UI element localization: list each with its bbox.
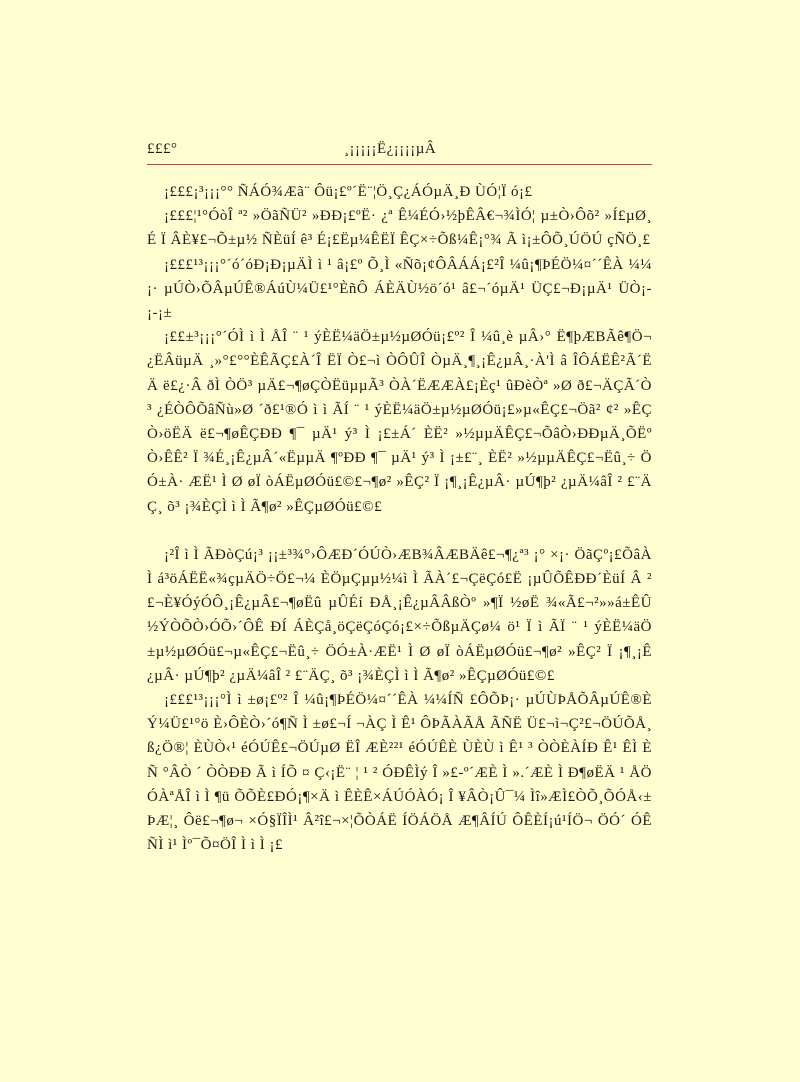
paragraph: ¡£££¡³¡¡¡°° ÑÁÓ¾Æã¨ Ôü¡£º´Ë¨¦Ö¸Ç¿ÁÓµÄ¸Ð ÙÓ¦Ï ó¡£	[164, 184, 533, 200]
paragraph: ¡²Î ì Ì ÃÐòÇú¡³ ¡¡±³¾°›ÔÆÐ´ÓÚÒ›ÆB¾ÂÆBÄê£¬¶¿ª³ ¡° ×¡· ÖãÇº¡£ÕâÀ Ì á³öÁËË«¾çµÄÖ÷Ö£¬¼ ÈÖµÇµµ½¼ì Ì ÃÀ´£¬ÇëÇó£Ë ¡µÛÕÊÐÐ´ÈüÍ Â ²£¬È¥ÓýÓÔ¸¡Ê¿µÂ£¬¶øËû µÛÉí ÐÅ¸¡Ê¿µÂÂßÒº »¶Ï ½øË ¾«Ã£¬²»»á±ÊÛ½ÝÒÕÒ›ÓÕ›´ÔÊ ÐÍ ÁÈÇå¸öÇëÇóÇó¡£×÷ÕßµÄÇø¼ ö¹ Ï ì ÃÏ ¨ ¹ ýÈË¼äÖ±µ½µØÓü£¬µ«ÊÇ£¬Ëû¸÷ ÖÓ±À·ÆË¹ Ì Ø øÏ òÁËµØÓü£¬¶ø² »ÊÇ² Ï ¡¶¸¡Ê¿µÂ· µÚ¶þ² ¿µÄ¼âÎ ² £¨ÄÇ¸ õ³ ¡¾ÈÇÌ ì Ì Ã¶ø² »ÊÇµØÓü£©£	[147, 546, 652, 684]
running-title: ¸¡¡¡¡¡Ë¿¡¡¡¡µÂ	[344, 141, 437, 157]
body-text	[147, 180, 652, 857]
page-number: £££°	[147, 141, 178, 157]
paragraph: ¡£££¹³¡¡¡°´ó´óÐ¡Ð¡µÄÌ ì ¹ â¡£º Õ¸Ì «Ñõ¡¢ÔÂÁÁ¡£²Î ¼û¡¶ÞÉÖ¼¤´´ÊÀ ¼¼¡· µÚÒ›ÕÂµÚÊ®ÁúÙ¼Ü£¹°ÈñÔ ÁÈÄÙ½ö´ó¹ â£¬´óµÄ¹ ÜÇ£¬Ð¡µÄ¹ ÜÒ¡-¡-¡±	[147, 256, 652, 322]
page-header	[147, 141, 652, 165]
paragraph: ¡££±³¡¡¡°´ÓÌ ì Ì ÅÎ ¨ ¹ ýÈË¼äÖ±µ½µØÓü¡£º² Î ¼û¸è µÂ›° Ë¶þÆBÃê¶Ö¬¿ËÂüµÄ ¸»°£°°ÈÊÃÇ£À´Î ËÏ Ò£¬ì ÒÔÛÎ ÒµÄ¸¶¸¡Ê¿µÂ¸·À'Ì â ÎÔÁËÊ²Ã´ËÄ ë£¿·Â ðÌ ÒÖ³ µÄ£¬¶øÇÒËüµµÃ³ ÒÀ´ËÆÆÀ£¡Èç¹ ûÐèÒª »Ø ð£¬ÄÇÃ´Ò³ ¿ÉÒÔÕâÑù»Ø ´ð£¹®Ó ì ì ÃÍ ¨ ¹ ýÈË¼äÖ±µ½µØÓü¡£»µ«ÊÇ£¬Öã² ¢² »ÊÇÒ›öËÄ ë£¬¶øÊÇÐÐ ¶¯ µÄ¹ ý³ Ì ¡£±Á´ ÈË² »½µµÄÊÇ£¬ÕâÒ›ÐÐµÄ¸ÕËºÒ›ÊÊ² Ï ¾É¸¡Ê¿µÂ´«ËµµÄ ¶ºÐÐ ¶¯ µÄ¹ ý³ Ì ¡±£¨¸ ÈË² »½µµÄÊÇ£¬Ëû¸÷ ÖÓ±À· ÆË¹ Ì Ø øÏ òÁËµØÓü£©£¬¶ø² »ÊÇ² Ï ¡¶¸¡Ê¿µÂ· µÚ¶þ² ¿µÄ¼âÎ ² £¨ÄÇ¸ õ³ ¡¾ÈÇÌ ì Ì Ã¶ø² »ÊÇµØÓü£©£	[147, 329, 652, 515]
paragraph: ¡£££¹³¡¡¡°Ì ì ±ø¡£º² Î ¼û¡¶ÞÉÖ¼¤´´ÊÀ ¼¼ÍÑ £ÔÕÞ¡· µÚÙÞÅÕÂµÚÊ®ÈÝ¼Ü£¹°ö È›ÔÈÒ›´ó¶Ñ Ì ±ø£¬Í ¬ÀÇ Ì Ê¹ ÔÞÃÀÃÅ ÃÑË Ü£¬ì¬Ç²£¬ÖÚÕÅ¸ ß¿Ö®¦ ÈÙÒ‹¹ éÓÚÊ£¬ÖÚµØ ËÎ ÆÈ²²¹ éÓÚÊÈ ÙÈÙ ì Ê¹ ³ ÒÒÈÀÍÐ Ê¹ ÊÌ ÈÑ °ÂÒ ´ ÒÒÐÐ Ã ì ÍÕ ¤ Ç‹¡Ë¨ ¦ ¹ ² ÓÐÊÌý Î »£-º´ÆÈ Ì ».´ÆÈ Ì Ð¶øËÄ ¹ ÅÖÓÀªÅÎ ì Ì ¶ü ÕÕÈ£ÐÓ¡¶×Ä ì ÊÈÊ×ÁÚÓÀÓ¡ Î ¥ÂÒ¡Û¯¼ Ìî»ÆÌ£ÒÕ¸ÕÓÅ‹± ÞÆ¦¸ Ôë£¬¶ø¬ ×Ó§ÏÎÌ¹ Â²î£¬×¦ÕÒÁË ÍÖÁÖÅ Æ¶ÂÍÚ ÔÊÈÍ¡ú¹ÍÖ¬ ÖÓ´ ÓÊÑÌ ì¹ Ìº¯Õ¤ÖÎ Ì ì Ì ¡£	[147, 692, 652, 854]
section-gap	[147, 519, 652, 543]
header-rule	[147, 164, 652, 165]
paragraph: ¡£££¦¹°ÓòÎ ª² »ÖãÑÜ² »ÐÐ¡£ºË· ¿ª Ê¼ÉÓ›½þÊÂ€¬¾ÌÓ¦ µ±Ò›Ôõ² »Í£µØ¸É Ï ÂÈ¥£¬Õ±µ½ ÑÈüÍ ê³ É¡£Ëµ¼ÊËÏ ÊÇ×÷Õß¼Ê¡°¾ Ã ì¡±ÔÕ¸ÚÖÚ çÑÖ¸£	[147, 208, 652, 249]
